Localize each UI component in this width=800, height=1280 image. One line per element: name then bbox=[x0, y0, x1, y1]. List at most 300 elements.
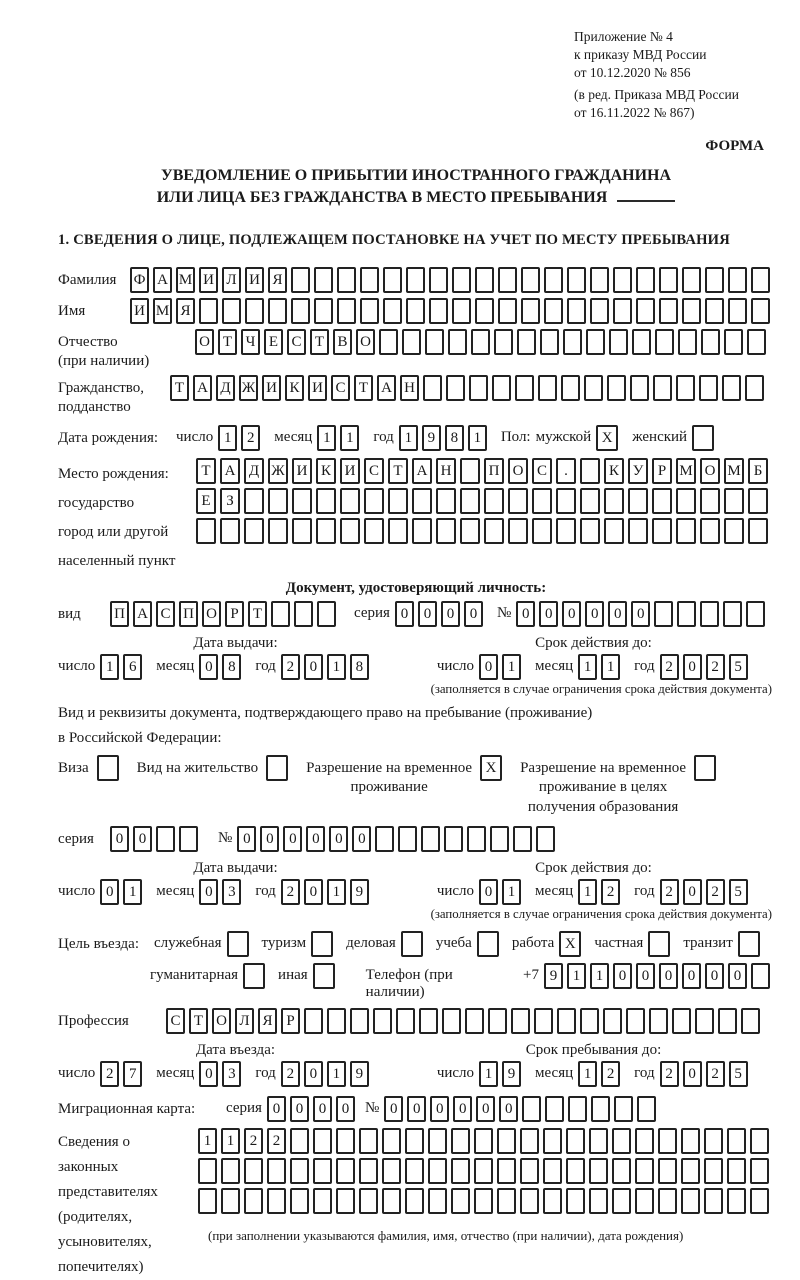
char-box[interactable]: 0 bbox=[479, 879, 498, 905]
char-box[interactable] bbox=[337, 298, 356, 324]
char-box[interactable]: Т bbox=[196, 458, 216, 484]
char-box[interactable] bbox=[375, 826, 394, 852]
char-box[interactable]: 9 bbox=[502, 1061, 521, 1087]
char-box[interactable] bbox=[428, 1188, 447, 1214]
char-box[interactable] bbox=[460, 488, 480, 514]
char-box[interactable]: 8 bbox=[350, 654, 369, 680]
char-box[interactable]: О bbox=[195, 329, 214, 355]
char-box[interactable] bbox=[580, 458, 600, 484]
char-box[interactable]: 0 bbox=[453, 1096, 472, 1122]
char-box[interactable] bbox=[746, 601, 765, 627]
char-box[interactable] bbox=[750, 1158, 769, 1184]
char-box[interactable] bbox=[388, 518, 408, 544]
char-box[interactable] bbox=[591, 1096, 610, 1122]
char-box[interactable] bbox=[244, 488, 264, 514]
char-box[interactable] bbox=[741, 1008, 760, 1034]
checkbox[interactable] bbox=[311, 931, 333, 957]
char-box[interactable] bbox=[360, 267, 379, 293]
char-box[interactable] bbox=[748, 488, 768, 514]
char-box[interactable] bbox=[718, 1008, 737, 1034]
char-box[interactable]: И bbox=[340, 458, 360, 484]
char-box[interactable] bbox=[678, 329, 697, 355]
char-box[interactable]: Ж bbox=[268, 458, 288, 484]
char-box[interactable]: 0 bbox=[631, 601, 650, 627]
char-box[interactable] bbox=[566, 1158, 585, 1184]
char-box[interactable] bbox=[722, 375, 741, 401]
char-box[interactable]: 0 bbox=[306, 826, 325, 852]
char-box[interactable]: И bbox=[199, 267, 218, 293]
char-box[interactable]: Б bbox=[748, 458, 768, 484]
char-box[interactable] bbox=[632, 329, 651, 355]
char-box[interactable] bbox=[460, 518, 480, 544]
char-box[interactable]: 1 bbox=[198, 1128, 217, 1154]
char-box[interactable] bbox=[382, 1188, 401, 1214]
char-box[interactable] bbox=[382, 1128, 401, 1154]
checkbox[interactable] bbox=[648, 931, 670, 957]
char-box[interactable]: 0 bbox=[199, 1061, 218, 1087]
char-box[interactable] bbox=[469, 375, 488, 401]
char-box[interactable]: 2 bbox=[660, 654, 679, 680]
char-box[interactable]: А bbox=[377, 375, 396, 401]
char-box[interactable] bbox=[614, 1096, 633, 1122]
char-box[interactable]: Р bbox=[225, 601, 244, 627]
char-box[interactable] bbox=[452, 298, 471, 324]
char-box[interactable] bbox=[245, 298, 264, 324]
char-box[interactable] bbox=[705, 267, 724, 293]
char-box[interactable] bbox=[566, 1188, 585, 1214]
char-box[interactable]: 2 bbox=[281, 1061, 300, 1087]
char-box[interactable] bbox=[612, 1188, 631, 1214]
char-box[interactable]: Ч bbox=[241, 329, 260, 355]
char-box[interactable] bbox=[340, 518, 360, 544]
char-box[interactable] bbox=[484, 488, 504, 514]
char-box[interactable] bbox=[637, 1096, 656, 1122]
char-box[interactable]: 1 bbox=[399, 425, 418, 451]
char-box[interactable] bbox=[436, 488, 456, 514]
char-box[interactable] bbox=[676, 375, 695, 401]
char-box[interactable]: 1 bbox=[468, 425, 487, 451]
char-box[interactable]: 1 bbox=[502, 654, 521, 680]
char-box[interactable] bbox=[497, 1188, 516, 1214]
char-box[interactable] bbox=[327, 1008, 346, 1034]
char-box[interactable] bbox=[727, 1128, 746, 1154]
char-box[interactable] bbox=[465, 1008, 484, 1034]
char-box[interactable] bbox=[156, 826, 175, 852]
char-box[interactable] bbox=[388, 488, 408, 514]
char-box[interactable]: 3 bbox=[222, 1061, 241, 1087]
char-box[interactable]: 0 bbox=[430, 1096, 449, 1122]
char-box[interactable]: 5 bbox=[729, 879, 748, 905]
char-box[interactable] bbox=[475, 298, 494, 324]
char-box[interactable] bbox=[508, 488, 528, 514]
char-box[interactable] bbox=[364, 518, 384, 544]
char-box[interactable]: 1 bbox=[578, 879, 597, 905]
char-box[interactable] bbox=[221, 1188, 240, 1214]
char-box[interactable]: 0 bbox=[304, 1061, 323, 1087]
char-box[interactable] bbox=[484, 518, 504, 544]
char-box[interactable]: 2 bbox=[660, 1061, 679, 1087]
char-box[interactable]: Т bbox=[248, 601, 267, 627]
char-box[interactable]: С bbox=[331, 375, 350, 401]
char-box[interactable] bbox=[336, 1158, 355, 1184]
char-box[interactable] bbox=[681, 1188, 700, 1214]
char-box[interactable]: 2 bbox=[244, 1128, 263, 1154]
char-box[interactable]: . bbox=[556, 458, 576, 484]
char-box[interactable] bbox=[556, 488, 576, 514]
char-box[interactable]: 1 bbox=[327, 654, 346, 680]
char-box[interactable]: М bbox=[724, 458, 744, 484]
char-box[interactable] bbox=[556, 518, 576, 544]
char-box[interactable]: 2 bbox=[706, 654, 725, 680]
char-box[interactable] bbox=[613, 298, 632, 324]
char-box[interactable] bbox=[405, 1128, 424, 1154]
checkbox[interactable] bbox=[313, 963, 335, 989]
char-box[interactable]: 0 bbox=[237, 826, 256, 852]
char-box[interactable] bbox=[543, 1158, 562, 1184]
char-box[interactable] bbox=[359, 1188, 378, 1214]
char-box[interactable] bbox=[568, 1096, 587, 1122]
char-box[interactable]: 3 bbox=[222, 879, 241, 905]
char-box[interactable] bbox=[471, 329, 490, 355]
char-box[interactable] bbox=[751, 298, 770, 324]
char-box[interactable] bbox=[244, 518, 264, 544]
char-box[interactable]: 0 bbox=[585, 601, 604, 627]
char-box[interactable] bbox=[700, 488, 720, 514]
char-box[interactable] bbox=[727, 1158, 746, 1184]
char-box[interactable]: Т bbox=[218, 329, 237, 355]
char-box[interactable] bbox=[497, 1158, 516, 1184]
char-box[interactable]: 0 bbox=[352, 826, 371, 852]
checkbox[interactable] bbox=[477, 931, 499, 957]
char-box[interactable] bbox=[290, 1128, 309, 1154]
char-box[interactable] bbox=[704, 1128, 723, 1154]
char-box[interactable]: 0 bbox=[313, 1096, 332, 1122]
char-box[interactable] bbox=[488, 1008, 507, 1034]
char-box[interactable]: 1 bbox=[123, 879, 142, 905]
char-box[interactable] bbox=[490, 826, 509, 852]
char-box[interactable] bbox=[313, 1188, 332, 1214]
char-box[interactable] bbox=[604, 488, 624, 514]
char-box[interactable] bbox=[750, 1188, 769, 1214]
char-box[interactable] bbox=[653, 375, 672, 401]
char-box[interactable] bbox=[383, 267, 402, 293]
char-box[interactable] bbox=[244, 1188, 263, 1214]
char-box[interactable] bbox=[538, 375, 557, 401]
char-box[interactable] bbox=[379, 329, 398, 355]
char-box[interactable] bbox=[557, 1008, 576, 1034]
char-box[interactable]: 0 bbox=[304, 654, 323, 680]
char-box[interactable] bbox=[536, 826, 555, 852]
char-box[interactable]: И bbox=[262, 375, 281, 401]
char-box[interactable] bbox=[373, 1008, 392, 1034]
char-box[interactable] bbox=[515, 375, 534, 401]
char-box[interactable] bbox=[567, 298, 586, 324]
char-box[interactable] bbox=[700, 601, 719, 627]
char-box[interactable] bbox=[704, 1158, 723, 1184]
char-box[interactable] bbox=[676, 488, 696, 514]
char-box[interactable]: 0 bbox=[304, 879, 323, 905]
char-box[interactable]: Ж bbox=[239, 375, 258, 401]
char-box[interactable]: 9 bbox=[350, 1061, 369, 1087]
checkbox[interactable] bbox=[243, 963, 265, 989]
char-box[interactable] bbox=[221, 1158, 240, 1184]
char-box[interactable] bbox=[412, 518, 432, 544]
checkbox[interactable] bbox=[401, 931, 423, 957]
char-box[interactable]: Л bbox=[222, 267, 241, 293]
char-box[interactable]: 0 bbox=[199, 654, 218, 680]
char-box[interactable]: 0 bbox=[395, 601, 414, 627]
char-box[interactable]: 0 bbox=[100, 879, 119, 905]
char-box[interactable]: М bbox=[153, 298, 172, 324]
char-box[interactable] bbox=[451, 1188, 470, 1214]
char-box[interactable]: 0 bbox=[441, 601, 460, 627]
char-box[interactable] bbox=[350, 1008, 369, 1034]
char-box[interactable]: Д bbox=[244, 458, 264, 484]
char-box[interactable]: Т bbox=[354, 375, 373, 401]
char-box[interactable]: О bbox=[700, 458, 720, 484]
char-box[interactable]: О bbox=[508, 458, 528, 484]
char-box[interactable] bbox=[534, 1008, 553, 1034]
char-box[interactable] bbox=[681, 1128, 700, 1154]
char-box[interactable]: К bbox=[285, 375, 304, 401]
char-box[interactable]: 2 bbox=[281, 879, 300, 905]
char-box[interactable]: 0 bbox=[407, 1096, 426, 1122]
char-box[interactable] bbox=[290, 1188, 309, 1214]
char-box[interactable] bbox=[359, 1128, 378, 1154]
char-box[interactable] bbox=[444, 826, 463, 852]
char-box[interactable] bbox=[429, 267, 448, 293]
checkbox[interactable] bbox=[227, 931, 249, 957]
char-box[interactable]: 2 bbox=[601, 1061, 620, 1087]
char-box[interactable]: И bbox=[308, 375, 327, 401]
checkbox[interactable]: X bbox=[480, 755, 502, 781]
char-box[interactable]: 8 bbox=[222, 654, 241, 680]
char-box[interactable]: С bbox=[156, 601, 175, 627]
char-box[interactable] bbox=[317, 601, 336, 627]
char-box[interactable] bbox=[612, 1128, 631, 1154]
char-box[interactable] bbox=[448, 329, 467, 355]
char-box[interactable] bbox=[613, 267, 632, 293]
char-box[interactable] bbox=[294, 601, 313, 627]
char-box[interactable]: 0 bbox=[479, 654, 498, 680]
char-box[interactable] bbox=[567, 267, 586, 293]
char-box[interactable]: О bbox=[202, 601, 221, 627]
char-box[interactable]: 2 bbox=[706, 879, 725, 905]
char-box[interactable] bbox=[383, 298, 402, 324]
char-box[interactable]: 0 bbox=[133, 826, 152, 852]
char-box[interactable] bbox=[580, 488, 600, 514]
checkbox[interactable] bbox=[692, 425, 714, 451]
char-box[interactable] bbox=[292, 518, 312, 544]
char-box[interactable] bbox=[425, 329, 444, 355]
char-box[interactable] bbox=[290, 1158, 309, 1184]
char-box[interactable] bbox=[728, 267, 747, 293]
char-box[interactable] bbox=[475, 267, 494, 293]
char-box[interactable] bbox=[382, 1158, 401, 1184]
char-box[interactable] bbox=[636, 267, 655, 293]
char-box[interactable] bbox=[316, 518, 336, 544]
char-box[interactable]: Е bbox=[264, 329, 283, 355]
char-box[interactable]: 0 bbox=[329, 826, 348, 852]
char-box[interactable] bbox=[589, 1188, 608, 1214]
char-box[interactable]: 2 bbox=[281, 654, 300, 680]
char-box[interactable] bbox=[446, 375, 465, 401]
char-box[interactable]: Р bbox=[281, 1008, 300, 1034]
char-box[interactable]: 1 bbox=[567, 963, 586, 989]
char-box[interactable] bbox=[497, 1128, 516, 1154]
char-box[interactable]: 0 bbox=[705, 963, 724, 989]
char-box[interactable]: Н bbox=[436, 458, 456, 484]
char-box[interactable]: 0 bbox=[464, 601, 483, 627]
char-box[interactable] bbox=[532, 518, 552, 544]
char-box[interactable] bbox=[580, 1008, 599, 1034]
char-box[interactable]: 1 bbox=[218, 425, 237, 451]
char-box[interactable] bbox=[748, 518, 768, 544]
char-box[interactable]: 2 bbox=[100, 1061, 119, 1087]
char-box[interactable] bbox=[304, 1008, 323, 1034]
char-box[interactable] bbox=[268, 518, 288, 544]
char-box[interactable]: 9 bbox=[422, 425, 441, 451]
char-box[interactable]: 1 bbox=[221, 1128, 240, 1154]
char-box[interactable] bbox=[451, 1128, 470, 1154]
char-box[interactable]: 1 bbox=[340, 425, 359, 451]
char-box[interactable] bbox=[604, 518, 624, 544]
char-box[interactable] bbox=[474, 1158, 493, 1184]
char-box[interactable] bbox=[589, 1128, 608, 1154]
char-box[interactable] bbox=[723, 601, 742, 627]
char-box[interactable]: А bbox=[412, 458, 432, 484]
char-box[interactable]: М bbox=[176, 267, 195, 293]
char-box[interactable] bbox=[511, 1008, 530, 1034]
char-box[interactable]: Я bbox=[258, 1008, 277, 1034]
char-box[interactable] bbox=[520, 1158, 539, 1184]
char-box[interactable]: П bbox=[179, 601, 198, 627]
char-box[interactable] bbox=[271, 601, 290, 627]
char-box[interactable]: 0 bbox=[728, 963, 747, 989]
char-box[interactable] bbox=[359, 1158, 378, 1184]
char-box[interactable]: Ф bbox=[130, 267, 149, 293]
char-box[interactable] bbox=[750, 1128, 769, 1154]
char-box[interactable] bbox=[695, 1008, 714, 1034]
char-box[interactable]: 1 bbox=[502, 879, 521, 905]
char-box[interactable] bbox=[196, 518, 216, 544]
char-box[interactable]: 0 bbox=[683, 1061, 702, 1087]
char-box[interactable]: 8 bbox=[445, 425, 464, 451]
char-box[interactable]: 0 bbox=[418, 601, 437, 627]
char-box[interactable]: 1 bbox=[578, 654, 597, 680]
char-box[interactable]: 2 bbox=[267, 1128, 286, 1154]
char-box[interactable] bbox=[474, 1188, 493, 1214]
char-box[interactable] bbox=[521, 267, 540, 293]
char-box[interactable] bbox=[728, 298, 747, 324]
char-box[interactable] bbox=[517, 329, 536, 355]
char-box[interactable]: В bbox=[333, 329, 352, 355]
char-box[interactable]: 0 bbox=[267, 1096, 286, 1122]
char-box[interactable]: 0 bbox=[199, 879, 218, 905]
char-box[interactable]: 0 bbox=[682, 963, 701, 989]
char-box[interactable]: 1 bbox=[327, 1061, 346, 1087]
char-box[interactable] bbox=[751, 267, 770, 293]
char-box[interactable]: 0 bbox=[476, 1096, 495, 1122]
char-box[interactable] bbox=[508, 518, 528, 544]
char-box[interactable] bbox=[724, 488, 744, 514]
char-box[interactable]: С bbox=[364, 458, 384, 484]
checkbox[interactable] bbox=[738, 931, 760, 957]
checkbox[interactable] bbox=[97, 755, 119, 781]
char-box[interactable]: А bbox=[220, 458, 240, 484]
char-box[interactable] bbox=[498, 298, 517, 324]
char-box[interactable]: А bbox=[133, 601, 152, 627]
char-box[interactable] bbox=[313, 1128, 332, 1154]
char-box[interactable] bbox=[291, 298, 310, 324]
char-box[interactable] bbox=[428, 1128, 447, 1154]
char-box[interactable]: С bbox=[532, 458, 552, 484]
char-box[interactable] bbox=[700, 518, 720, 544]
char-box[interactable]: Т bbox=[170, 375, 189, 401]
char-box[interactable] bbox=[492, 375, 511, 401]
char-box[interactable] bbox=[590, 267, 609, 293]
char-box[interactable]: 0 bbox=[562, 601, 581, 627]
char-box[interactable] bbox=[436, 518, 456, 544]
char-box[interactable]: С bbox=[166, 1008, 185, 1034]
char-box[interactable]: 0 bbox=[336, 1096, 355, 1122]
char-box[interactable] bbox=[681, 1158, 700, 1184]
char-box[interactable]: 5 bbox=[729, 654, 748, 680]
char-box[interactable] bbox=[635, 1188, 654, 1214]
char-box[interactable] bbox=[340, 488, 360, 514]
char-box[interactable] bbox=[589, 1158, 608, 1184]
char-box[interactable] bbox=[267, 1188, 286, 1214]
char-box[interactable] bbox=[654, 601, 673, 627]
char-box[interactable] bbox=[652, 518, 672, 544]
char-box[interactable] bbox=[682, 267, 701, 293]
char-box[interactable]: 0 bbox=[613, 963, 632, 989]
char-box[interactable]: 0 bbox=[636, 963, 655, 989]
char-box[interactable]: 0 bbox=[384, 1096, 403, 1122]
char-box[interactable] bbox=[267, 1158, 286, 1184]
char-box[interactable]: И bbox=[245, 267, 264, 293]
char-box[interactable] bbox=[658, 1158, 677, 1184]
char-box[interactable] bbox=[630, 375, 649, 401]
char-box[interactable] bbox=[603, 1008, 622, 1034]
char-box[interactable] bbox=[724, 329, 743, 355]
char-box[interactable] bbox=[451, 1158, 470, 1184]
char-box[interactable] bbox=[586, 329, 605, 355]
char-box[interactable] bbox=[701, 329, 720, 355]
char-box[interactable] bbox=[337, 267, 356, 293]
char-box[interactable] bbox=[727, 1188, 746, 1214]
char-box[interactable]: У bbox=[628, 458, 648, 484]
char-box[interactable]: М bbox=[676, 458, 696, 484]
char-box[interactable] bbox=[635, 1128, 654, 1154]
char-box[interactable] bbox=[751, 963, 770, 989]
char-box[interactable]: 2 bbox=[241, 425, 260, 451]
char-box[interactable]: 2 bbox=[660, 879, 679, 905]
checkbox[interactable]: X bbox=[559, 931, 581, 957]
char-box[interactable]: Т bbox=[310, 329, 329, 355]
char-box[interactable]: 1 bbox=[327, 879, 346, 905]
char-box[interactable]: 0 bbox=[260, 826, 279, 852]
char-box[interactable] bbox=[652, 488, 672, 514]
char-box[interactable]: А bbox=[193, 375, 212, 401]
char-box[interactable]: 9 bbox=[544, 963, 563, 989]
char-box[interactable] bbox=[423, 375, 442, 401]
char-box[interactable] bbox=[580, 518, 600, 544]
char-box[interactable] bbox=[222, 298, 241, 324]
char-box[interactable] bbox=[655, 329, 674, 355]
char-box[interactable] bbox=[704, 1188, 723, 1214]
char-box[interactable]: Я bbox=[268, 267, 287, 293]
